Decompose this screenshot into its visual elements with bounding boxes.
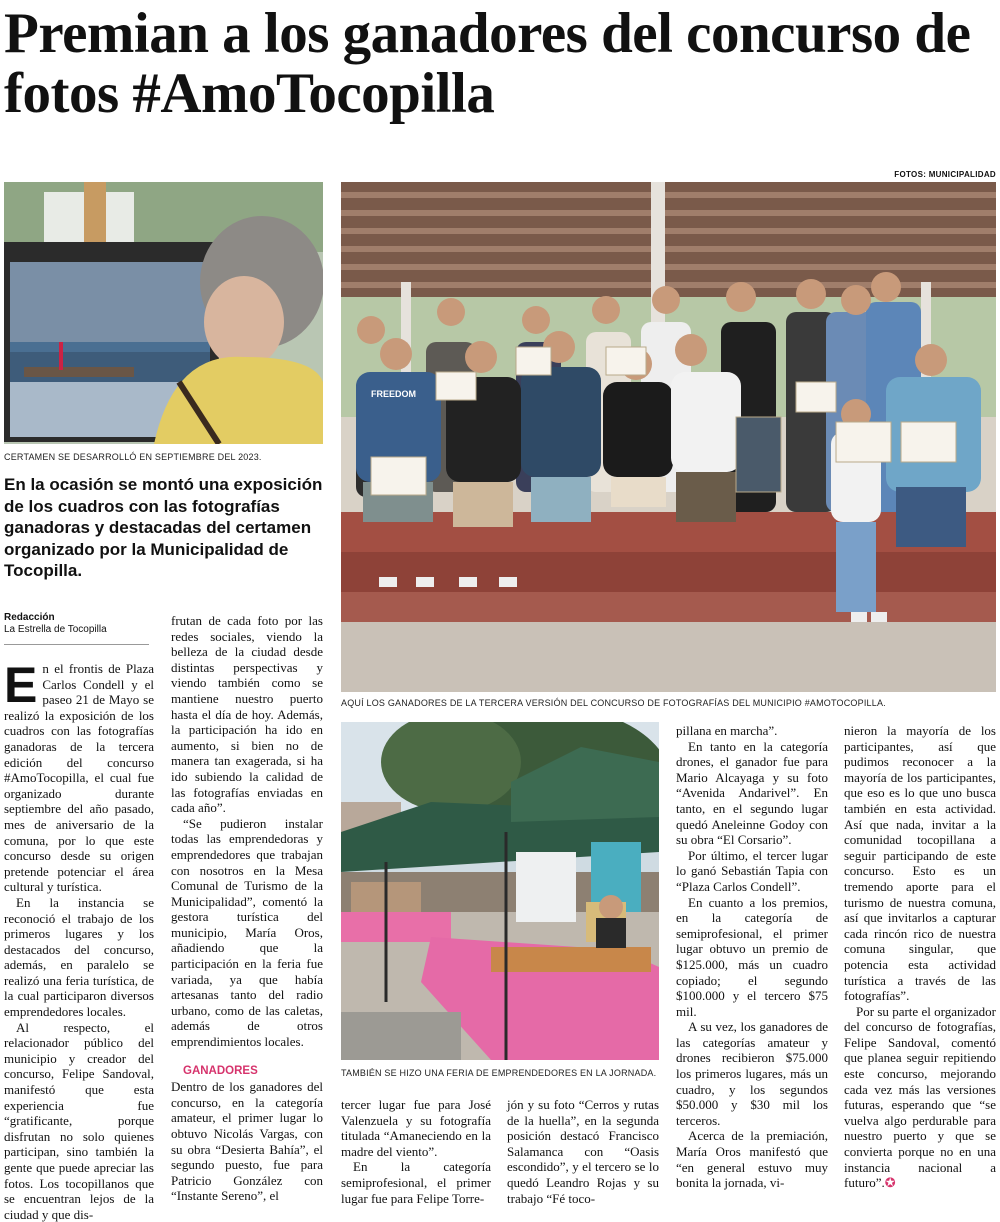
body-paragraph: En la categoría semiprofesional, el primer lugar fue para Felipe Torre-	[341, 1159, 491, 1206]
body-paragraph: pillana en marcha”.	[676, 723, 778, 738]
end-mark-icon: ✪	[884, 1175, 896, 1191]
caption-photo3: TAMBIÉN SE HIZO UNA FERIA DE EMPRENDEDORES EN LA JORNADA.	[341, 1068, 657, 1078]
body-paragraph: tercer lugar fue para José Valenzuela y su fotografía titulada “Amaneciendo en la madre del viento”.	[341, 1097, 491, 1159]
body-paragraph: A su vez, los ganadores de las categorías amateur y drones recibieron $75.000 los primeros lugares, más un cuadro, y los segundos $50.000 y $30 mil los terceros.	[676, 1019, 828, 1128]
body-paragraph: En la instancia se reconoció el trabajo de los primeros lugares y los destacados del concurso, además, en paralelo se realizó una feria turística, de la cual participaron diversos emprendedores locales.	[4, 894, 154, 1020]
drop-cap: E	[4, 657, 38, 713]
photo-exhibition-viewer	[4, 182, 323, 444]
body-paragraph: Al respecto, el relacionador público del municipio y creador del concurso, Felipe Sandoval, manifestó que esta experiencia fue “gratificante, porque disfrutan no solo quienes participan, sino también la gente que puede apreciar las fotos. Los tocopillanos que se encuentran lejos de la ciudad y que dis-	[4, 1019, 154, 1222]
body-column-2	[171, 613, 323, 1204]
body-paragraph: Dentro de los ganadores del concurso, en la categoría amateur, el primer lugar lo obtuvo Nicolás Vargas, con su obra “Desierta Bahía”, el segundo puesto, fue para Patricio González con “Instante Sereno”, el	[171, 1079, 323, 1204]
caption-photo2: AQUÍ LOS GANADORES DE LA TERCERA VERSIÓN DEL CONCURSO DE FOTOGRAFÍAS DEL MUNICIPIO #AMOTOCOPILLA.	[341, 698, 886, 708]
body-column-4	[507, 1097, 659, 1206]
subhead-ganadores: GANADORES	[183, 1064, 258, 1077]
photo-winners-group	[341, 182, 996, 692]
body-column-3	[341, 1097, 491, 1206]
body-paragraph: Acerca de la premiación, María Oros manifestó que “en general estuvo muy bonita la jornada, vi-	[676, 1128, 828, 1191]
byline-outlet: La Estrella de Tocopilla	[4, 624, 107, 635]
byline-name: Redacción	[4, 612, 55, 623]
body-paragraph: nieron la mayoría de los participantes, así que pudimos reconocer a la mayoría de los participantes, que eso es lo que uno busca también en esta actividad. Así que nada, invitar a la comunidad tocopillana a seguir participando de este concurso. Esto es un tremendo aporte para el turismo de nuestra comuna, así que invitarlos a capturar cada rincón rico de nuestra comuna singular, que potencia esta actividad turística a través de las fotografías”.	[844, 723, 996, 1004]
body-paragraph: Por su parte el organizador del concurso de fotografías, Felipe Sandoval, comentó que planea seguir repitiendo este concurso, mejorando cada vez más las versiones futuras, esperando que “se vuelva algo perdurable para nuestro puerto y que se convierta porque no en una instancia nacional a futuro”.✪	[844, 1003, 996, 1191]
body-paragraph: En cuanto a los premios, en la categoría de semiprofesional, el primer lugar obtuvo un premio de $125.000, más un cuadro copiado; el segundo $100.000 y el tercero $75 mil.	[676, 894, 828, 1019]
body-paragraph: frutan de cada foto por las redes sociales, viendo la belleza de la ciudad desde distintas perspectivas y viendo también como se mantiene nuestro puerto hasta el día de hoy. Además, la participación ha ido en aumento, si bien no de manera tan exagerada, si ha ido subiendo la calidad de las fotografías enviadas en cada año”.	[171, 613, 323, 816]
headline: Premian a los ganadores del concurso de fotos #AmoTocopilla	[4, 2, 971, 125]
body-column-5	[676, 723, 828, 1191]
byline	[4, 612, 149, 645]
body-paragraph: En tanto en la categoría drones, el ganador fue para Mario Alcayaga y su foto “Avenida Andarivel”. En tanto, en el segundo lugar quedó Aneleinne Godoy con su obra “El Corsario”.	[676, 738, 828, 848]
caption-photo1: CERTAMEN SE DESARROLLÓ EN SEPTIEMBRE DEL 2023.	[4, 452, 262, 462]
photo-credit: FOTOS: MUNICIPALIDAD	[894, 170, 996, 179]
body-paragraph: “Se pudieron instalar todas las emprendedoras y emprendedores que trabajan con nosotros en la Mesa Comunal de Turismo de la Municipalidad”, comentó la gestora turística del municipio, María Oros, añadiendo que la participación en la feria fue variada, ya que había artesanas tanto del radio urbano, como de las caletas, además de otros emprendimientos locales.	[171, 815, 323, 1050]
photo-entrepreneurs-fair	[341, 722, 659, 1060]
body-column-1	[4, 657, 154, 1222]
body-paragraph: En el frontis de Plaza Carlos Condell y el paseo 21 de Mayo se realizó la exposición de los cuadros con las fotografías ganadoras de la tercera edición del concurso #AmoTocopilla, el cual fue organizado durante septiembre del año pasado, mes de aniversario de la comuna, por lo que este concurso desde su origen pretende potenciar el área cultural y turística.	[4, 657, 154, 895]
body-paragraph: Por último, el tercer lugar lo ganó Sebastián Tapia con “Plaza Carlos Condell”.	[676, 847, 828, 894]
shirt-text: FREEDOM	[371, 389, 416, 399]
lead-paragraph: En la ocasión se montó una exposición de los cuadros con las fotografías ganadoras y destacadas del certamen organizado por la Municipalidad de Tocopilla.	[4, 475, 323, 580]
body-paragraph: jón y su foto “Cerros y rutas de la huella”, en la segunda posición destacó Francisco Salamanca con “Oasis escondido”, y el tercero se lo quedó Leandro Rojas y su trabajo “Fé toco-	[507, 1097, 659, 1206]
body-column-6	[844, 723, 996, 1191]
